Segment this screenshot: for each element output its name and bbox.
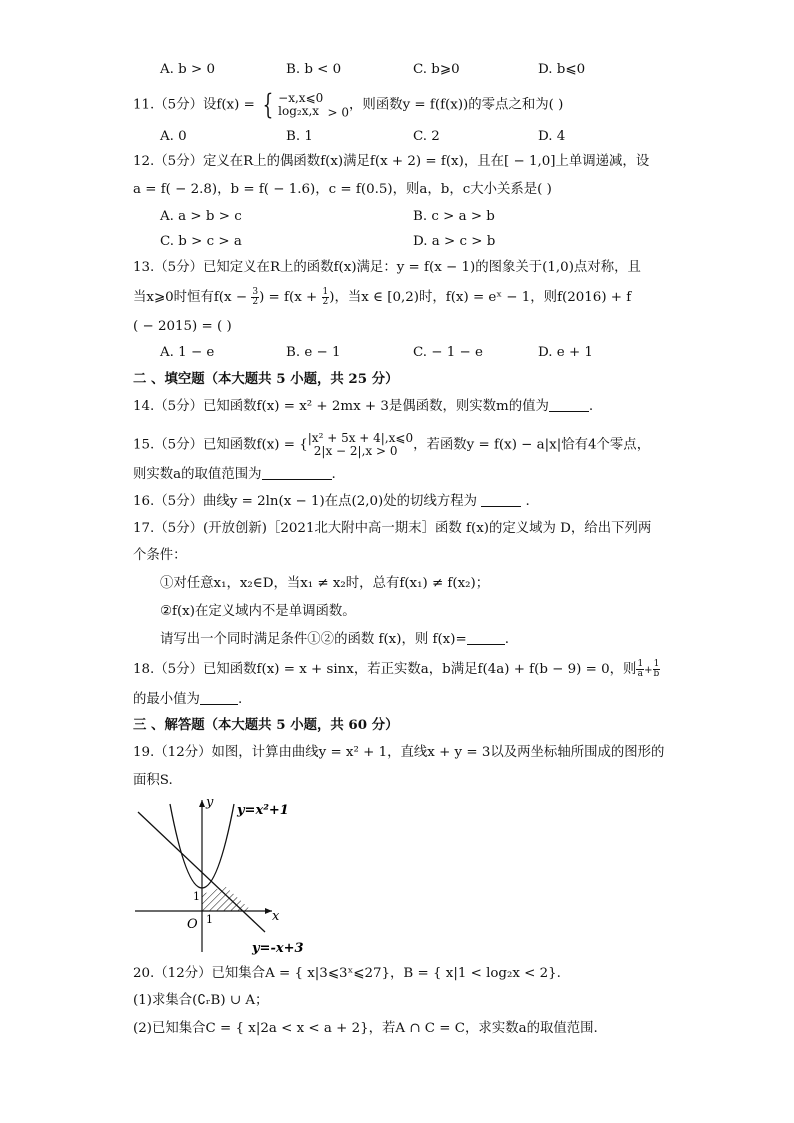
q11-option-b: B. 1: [286, 129, 313, 144]
q11-prefix: 11.（5分）设f(x) =: [133, 97, 255, 113]
q13-line-2: [133, 288, 631, 307]
q15-prefix: 15.（5分）已知函数f(x) = {: [133, 437, 308, 453]
q13-fraction-1: [251, 288, 259, 307]
q17-line-5-text: 请写出一个同时满足条件①②的函数 f(x)，则 f(x)=: [160, 632, 467, 647]
q13-line-3: ( − 2015) = ( ): [133, 319, 232, 334]
q10-option-c: C. b⩾0: [413, 62, 460, 77]
q13-frac1-num: 3: [252, 287, 259, 297]
q11-piece-2-tail: > 0: [327, 105, 350, 120]
x-axis-arrow-icon: [265, 908, 272, 914]
q18-line-1: [133, 660, 660, 680]
origin-label: O: [187, 917, 198, 932]
q15-pieces: [308, 432, 413, 458]
q18-plus: +: [644, 665, 653, 676]
q13-line-2-b: ) = f(x +: [259, 290, 322, 305]
q17-line-5: 请写出一个同时满足条件①②的函数 f(x)，则 f(x)= .: [160, 632, 509, 647]
q12-line-1: 12.（5分）定义在R上的偶函数f(x)满足f(x + 2) = f(x)，且在[ − 1,0]上单调递减，设: [133, 154, 650, 169]
q13-line-2-c: )，当x ∈ [0,2)时，f(x) = eˣ − 1，则f(2016) + f: [329, 290, 632, 305]
q13-option-a: A. 1 − e: [160, 345, 215, 360]
q12-option-b: B. c > a > b: [413, 209, 495, 224]
q10-option-a: A. b > 0: [160, 62, 216, 77]
q16-answer-blank[interactable]: [481, 492, 521, 507]
q18-frac1-den: a: [637, 669, 643, 679]
q13-option-c: C. − 1 − e: [413, 345, 483, 360]
q18-frac2-num: 1: [653, 659, 660, 669]
q11-piece-1: −x,x⩽0: [278, 91, 324, 105]
q15-suffix: ，若函数y = f(x) − a|x|恰有4个零点，: [413, 437, 651, 453]
q12-option-c: C. b > c > a: [160, 234, 242, 249]
q13-option-b: B. e − 1: [286, 345, 341, 360]
q13-line-1: 13.（5分）已知定义在R上的函数f(x)满足：y = f(x − 1)的图象关于(1,0)点对称，且: [133, 260, 641, 275]
q13-option-d: D. e + 1: [538, 345, 593, 360]
q15-line-2-text: 则实数a的取值范围为: [133, 467, 262, 482]
q12-line-2: a = f( − 2.8)，b = f( − 1.6)，c = f(0.5)，则a，b，c大小关系是( ): [133, 182, 552, 197]
x-axis-label: x: [272, 909, 280, 924]
q20-part-2: (2)已知集合C = { x|2a < x < a + 2}，若A ∩ C = C，求实数a的取值范围.: [133, 1021, 598, 1036]
q17-condition-1: ①对任意x₁，x₂∈D，当x₁ ≠ x₂时，总有f(x₁) ≠ f(x₂)；: [160, 576, 490, 591]
q20-part-1: (1)求集合(∁ᵣB) ∪ A；: [133, 993, 269, 1008]
q13-frac1-den: 2: [252, 297, 259, 307]
q17-answer-blank[interactable]: [467, 630, 505, 645]
q19-figure: [130, 792, 310, 962]
q10-option-d: D. b⩽0: [538, 62, 586, 77]
section-2-heading: 二 、填空题（本大题共 5 小题，共 25 分）: [133, 371, 399, 387]
q13-line-2-a: 当x⩾0时恒有f(x −: [133, 290, 252, 305]
q15-answer-blank[interactable]: [262, 465, 332, 480]
q17-condition-2: ②f(x)在定义域内不是单调函数。: [160, 604, 356, 619]
q10-option-b: B. b < 0: [286, 62, 342, 77]
q12-option-a: A. a > b > c: [160, 209, 242, 224]
q13-frac2-den: 2: [322, 297, 329, 307]
section-3-heading: 三 、解答题（本大题共 5 小题，共 60 分）: [133, 717, 399, 733]
q14-answer-blank[interactable]: [549, 397, 589, 412]
y-axis-arrow-icon: [199, 800, 205, 807]
q11-suffix: ，则函数y = f(f(x))的零点之和为( ): [349, 97, 564, 113]
q11-piece-2: log₂x,x: [278, 104, 320, 118]
q18-frac2-den: b: [653, 669, 660, 679]
q11-brace: {: [262, 88, 274, 121]
line-label: y=-x+3: [252, 941, 304, 956]
q18-line-1-text: 18.（5分）已知函数f(x) = x + sinx，若正实数a，b满足f(4a) + f(b − 9) = 0，则: [133, 662, 637, 677]
q18-answer-blank[interactable]: [200, 690, 238, 705]
q18-line-2: 的最小值为 .: [133, 692, 243, 707]
q13-frac2-num: 1: [322, 287, 329, 297]
q17-line-2: 个条件：: [133, 548, 187, 563]
tick-x-label: 1: [206, 913, 213, 926]
y-axis-label: y: [206, 795, 214, 810]
shaded-region: [202, 886, 252, 911]
q11-stem: [133, 88, 564, 122]
q11-pieces: [278, 92, 323, 118]
q11-option-d: D. 4: [538, 129, 566, 144]
q16-text: 16.（5分）曲线y = 2ln(x − 1)在点(2,0)处的切线方程为: [133, 494, 478, 509]
q11-option-c: C. 2: [413, 129, 440, 144]
q16-stem: 16.（5分）曲线y = 2ln(x − 1)在点(2,0)处的切线方程为 .: [133, 494, 530, 509]
q15-piece-1: |x² + 5x + 4|,x⩽0: [307, 431, 414, 445]
q15-piece-2: 2|x − 2|,x > 0: [313, 444, 398, 458]
q15-line-2: 则实数a的取值范围为 .: [133, 467, 336, 482]
q18-frac1-num: 1: [637, 659, 644, 669]
q17-line-1: 17.（5分）(开放创新)［2021北大附中高一期末］函数 f(x)的定义域为 D，给出下列两: [133, 521, 652, 536]
tick-y-label: 1: [193, 890, 200, 903]
curve-label: y=x²+1: [237, 803, 289, 818]
q11-option-a: A. 0: [160, 129, 187, 144]
q18-fraction-2: [653, 660, 661, 679]
q14-text: 14.（5分）已知函数f(x) = x² + 2mx + 3是偶函数，则实数m的值为: [133, 399, 549, 414]
q20-line-1: 20.（12分）已知集合A = { x|3⩽3ˣ⩽27}，B = { x|1 < log₂x < 2}.: [133, 966, 561, 981]
q15-stem: [133, 432, 650, 458]
q19-line-1: 19.（12分）如图，计算由曲线y = x² + 1，直线x + y = 3以及两坐标轴所围成的图形的: [133, 745, 665, 760]
q12-option-d: D. a > c > b: [413, 234, 496, 249]
q18-line-2-text: 的最小值为: [133, 692, 200, 707]
q18-fraction-1: [636, 660, 644, 679]
q14-stem: 14.（5分）已知函数f(x) = x² + 2mx + 3是偶函数，则实数m的值为 .: [133, 399, 594, 414]
q19-line-2: 面积S.: [133, 773, 173, 788]
